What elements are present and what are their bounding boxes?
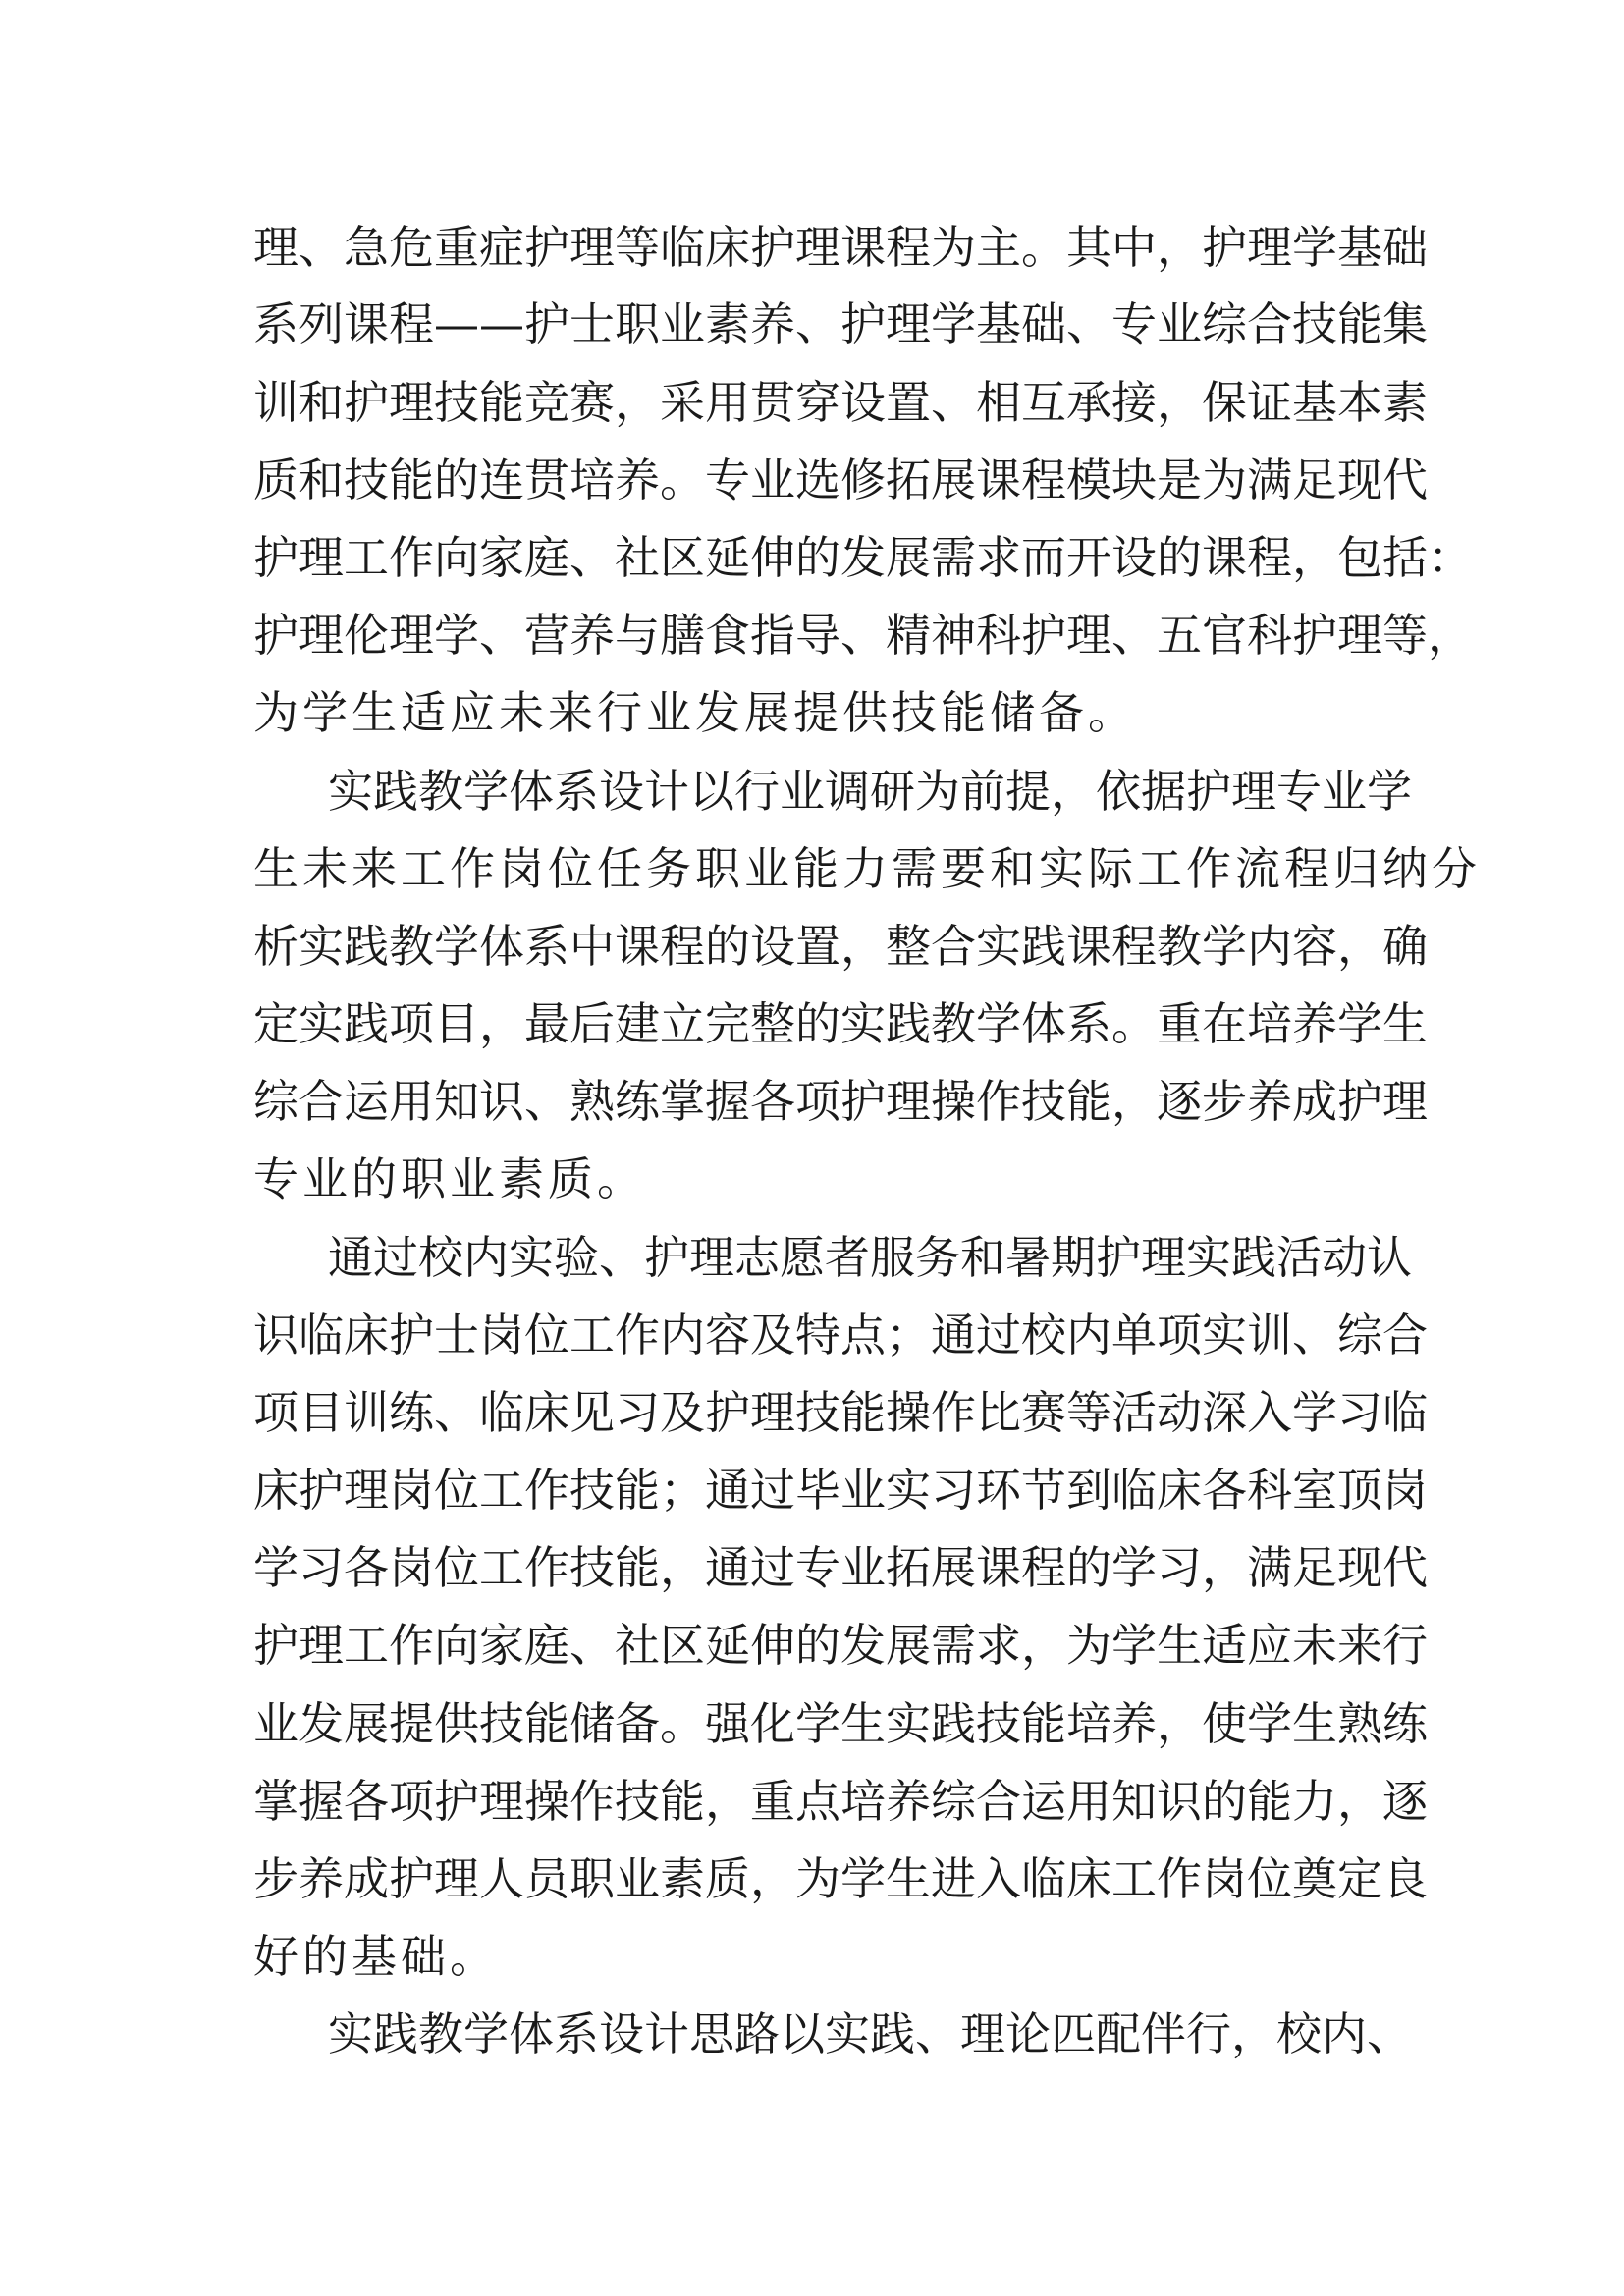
text-line: 生未来工作岗位任务职业能力需要和实际工作流程归纳分 xyxy=(253,842,1481,895)
text-line: 识临床护士岗位工作内容及特点；通过校内单项实训、综合 xyxy=(253,1308,1428,1362)
paragraph-first-line: 通过校内实验、护理志愿者服务和暑期护理实践活动认 xyxy=(328,1231,1412,1284)
text-line: 训和护理技能竞赛，采用贯穿设置、相互承接，保证基本素 xyxy=(253,376,1428,429)
text-line: 步养成护理人员职业素质，为学生进入临床工作岗位奠定良 xyxy=(253,1852,1428,1905)
text-line: 系列课程——护士职业素养、护理学基础、专业综合技能集 xyxy=(253,297,1428,350)
text-line: 好的基础。 xyxy=(253,1930,499,1983)
text-line: 护理工作向家庭、社区延伸的发展需求，为学生适应未来行 xyxy=(253,1619,1428,1672)
paragraph-first-line: 实践教学体系设计以行业调研为前提，依据护理专业学 xyxy=(328,765,1412,818)
text-line: 项目训练、临床见习及护理技能操作比赛等活动深入学习临 xyxy=(253,1386,1428,1439)
text-line: 质和技能的连贯培养。专业选修拓展课程模块是为满足现代 xyxy=(253,454,1428,507)
text-line: 掌握各项护理操作技能，重点培养综合运用知识的能力，逐 xyxy=(253,1775,1428,1828)
text-line: 定实践项目，最后建立完整的实践教学体系。重在培养学生 xyxy=(253,997,1428,1050)
text-line: 护理工作向家庭、社区延伸的发展需求而开设的课程，包括： xyxy=(253,531,1473,584)
text-line: 业发展提供技能储备。强化学生实践技能培养，使学生熟练 xyxy=(253,1697,1428,1750)
text-line: 护理伦理学、营养与膳食指导、精神科护理、五官科护理等， xyxy=(253,609,1473,662)
text-line: 析实践教学体系中课程的设置，整合实践课程教学内容，确 xyxy=(253,920,1428,973)
text-line: 理、急危重症护理等临床护理课程为主。其中，护理学基础 xyxy=(253,221,1428,274)
text-line: 为学生适应未来行业发展提供技能储备。 xyxy=(253,686,1137,739)
text-line: 专业的职业素质。 xyxy=(253,1152,646,1205)
text-line: 床护理岗位工作技能；通过毕业实习环节到临床各科室顶岗 xyxy=(253,1464,1428,1517)
text-line: 学习各岗位工作技能，通过专业拓展课程的学习，满足现代 xyxy=(253,1541,1428,1594)
text-line: 综合运用知识、熟练掌握各项护理操作技能，逐步养成护理 xyxy=(253,1075,1428,1128)
paragraph-first-line: 实践教学体系设计思路以实践、理论匹配伴行，校内、 xyxy=(328,2007,1412,2060)
